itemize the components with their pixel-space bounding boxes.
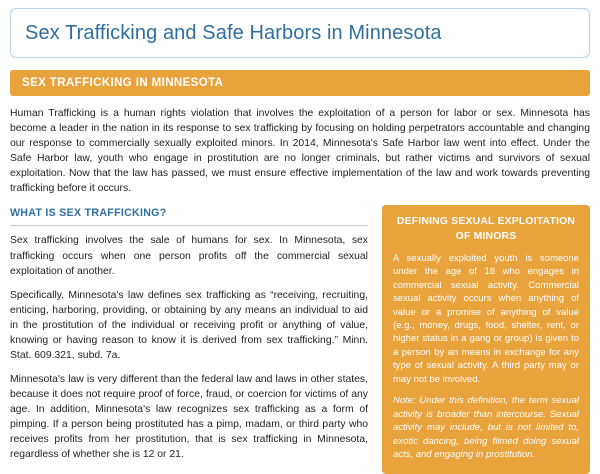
main-column bbox=[10, 205, 368, 473]
document-body bbox=[10, 96, 590, 474]
sidebar-body-text: A sexually exploited youth is someone under the age of 18 who engages in commercial sexual activity. Commercial sexual activity occurs when anything of value or a promise of anything of value (e.g., money, drugs, food, shelter, rent, or higher status in a gang or group) is given to a person by an means in exchange for any type of sexual activity. A third party may or may not be involved. bbox=[393, 252, 579, 385]
section-header-band bbox=[10, 70, 590, 96]
main-paragraph-1: Sex trafficking involves the sale of humans for sex. In Minnesota, sex trafficking occurs when one person profits off the commercial sexual exploitation of another. bbox=[10, 235, 368, 277]
document-page bbox=[0, 8, 600, 461]
divider bbox=[10, 225, 368, 226]
intro-paragraph: Human Trafficking is a human rights violation that involves the exploitation of a person for labor or sex. Minnesota has become a leader in the nation in its response to sex trafficking by focusing on holding perpetrators accountable and changing our response to commercially sexually exploited minors. In 2014, Minnesota's Safe Harbor law went into effect. Under the Safe Harbor law, youth who engage in prostitution are no longer criminals, but rather victims and survivors of sexual exploitation. Now that the law has passed, we must ensure effective implementation of the law and work towards preventing trafficking before it occurs. bbox=[10, 108, 590, 195]
sidebar-callout-box bbox=[382, 205, 590, 473]
document-title-bar bbox=[10, 8, 590, 58]
subheading-what-is-sex-trafficking: WHAT IS SEX TRAFFICKING? bbox=[10, 207, 167, 220]
sidebar-note bbox=[393, 394, 579, 461]
two-column-layout bbox=[10, 205, 590, 473]
sidebar-note-text: Under this definition, the term sexual activity is broader than intercourse. Sexual activity may include, but is not limited to, exotic dancing, being filmed doing sexual acts, and engaging in prostitution. bbox=[393, 395, 579, 461]
main-paragraph-3: Minnesota's law is very different than the federal law and laws in other states, because it does not require proof of force, fraud, or coercion for victims of any age. In addition, Minnesota's law recognizes sex trafficking as a form of pimping. If a person being prostituted has a pimp, madam, or third party who receives profits from her prostitution, that is sex trafficking in Minnesota, regardless of whether she is 12 or 21. bbox=[10, 374, 368, 461]
sidebar-column bbox=[382, 205, 590, 473]
main-paragraph-2: Specifically, Minnesota's law defines sex trafficking as “receiving, recruiting, enticing, harboring, providing, or obtaining by any means an individual to aid in the prostitution of the individual or receiving profit or anything of value, knowing or having reason to know it is derived from sex trafficking.” Minn. Stat. 609.321, subd. 7a. bbox=[10, 289, 368, 362]
section-header-label: SEX TRAFFICKING IN MINNESOTA bbox=[22, 77, 224, 89]
sidebar-note-label: Note: bbox=[393, 395, 416, 407]
sidebar-title: DEFINING SEXUAL EXPLOITATION OF MINORS bbox=[396, 216, 576, 242]
page-title: Sex Trafficking and Safe Harbors in Minnesota bbox=[25, 22, 442, 44]
